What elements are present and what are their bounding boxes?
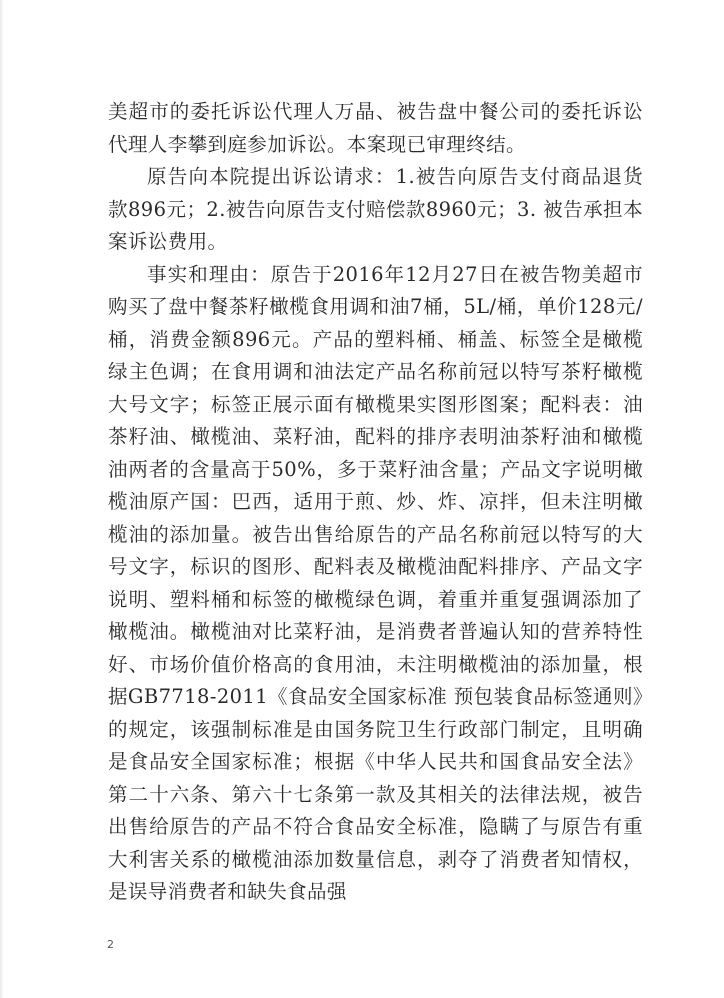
paragraph-facts-and-reasons: 事实和理由：原告于2016年12月27日在被告物美超市购买了盘中餐茶籽橄榄食用调和油7桶，5L/桶，单价128元/桶，消费金额896元。产品的塑料桶、桶盖、标签全是橄榄绿主色调；在食用调和油法定产品名称前冠以特写茶籽橄榄大号文字；标签正展示面有橄榄果实图形图案；配料表：油茶籽油、橄榄油、菜籽油，配料的排序表明油茶籽油和橄榄油两者的含量高于50%，多于菜籽油含量；产品文字说明橄榄油原产国：巴西，适用于煎、炒、炸、凉拌，但未注明橄榄油的添加量。被告出售给原告的产品名称前冠以特写的大号文字，标识的图形、配料表及橄榄油配料排序、产品文字说明、塑料桶和标签的橄榄绿色调，着重并重复强调添加了橄榄油。橄榄油对比菜籽油，是消费者普遍认知的营养特性好、市场价值价格高的食用油，未注明橄榄油的添加量，根据GB7718-2011《食品安全国家标准 预包装食品标签通则》的规定，该强制标准是由国务院卫生行政部门制定，且明确是食品安全国家标准；根据《中华人民共和国食品安全法》第二十六条、第六十七条第一款及其相关的法律法规，被告出售给原告的产品不符合食品安全标准，隐瞒了与原告有重大利害关系的橄榄油添加数量信息，剥夺了消费者知情权，是误导消费者和缺失食品强 [108,262,643,903]
paragraph-continuation: 美超市的委托诉讼代理人万晶、被告盘中餐公司的委托诉讼代理人李攀到庭参加诉讼。本案现已审理终结。 [108,100,643,156]
document-body [108,96,643,909]
paragraph-claims: 原告向本院提出诉讼请求：1.被告向原告支付商品退货款896元；2.被告向原告支付赔偿款8960元；3. 被告承担本案诉讼费用。 [108,165,643,253]
page-number: 2 [107,938,114,951]
scan-edge [0,0,4,998]
